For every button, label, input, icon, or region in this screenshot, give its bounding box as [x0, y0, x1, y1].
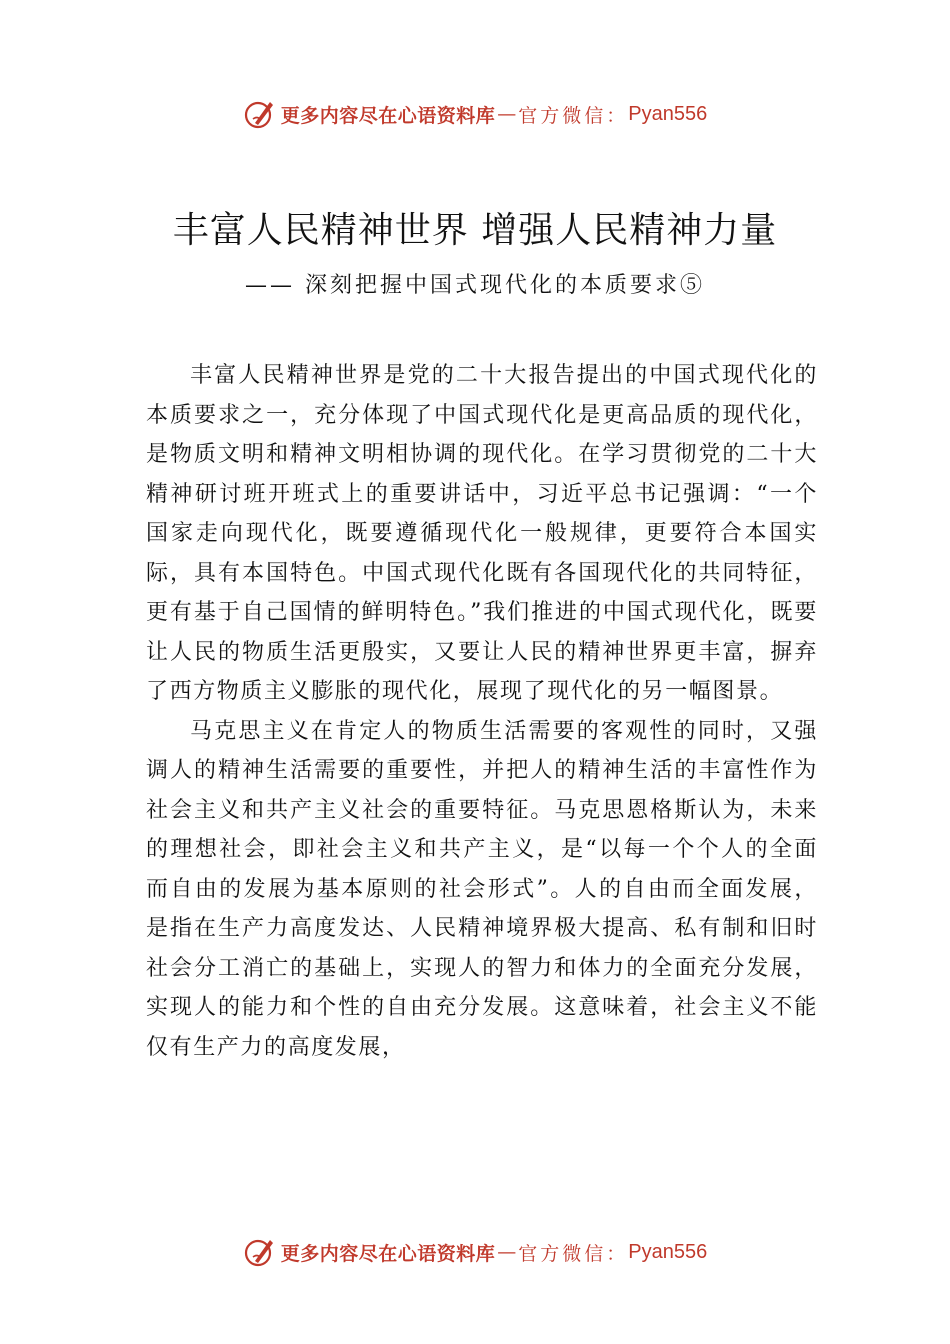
document-subtitle: —— 深刻把握中国式现代化的本质要求⑤ — [245, 273, 705, 298]
banner-wechat-label: 官方微信： — [518, 1242, 629, 1265]
footer-banner — [0, 1232, 950, 1272]
banner-wechat-id: Pyan556 — [628, 102, 708, 125]
paragraph: 马克思主义在肯定人的物质生活需要的客观性的同时，又强调人的精神生活需要的重要性，并把人的精神生活的丰富性作为社会主义和共产主义社会的重要特征。马克思恩格斯认为，未来的理想社会，即社会主义和共产主义，是“以每一个个人的全面而自由的发展为基本原则的社会形式”。人的自由而全面发展，是指在生产力高度发达、人民精神境界极大提高、私有制和旧时社会分工消亡的基础上，实现人的智力和体力的全面充分发展，实现人的能力和个性的自由充分发展。这意味着，社会主义不能仅有生产力的高度发展， — [146, 718, 818, 1060]
banner-wechat-id: Pyan556 — [628, 1240, 708, 1263]
banner-text: 更多内容尽在心语资料库 — [280, 104, 496, 127]
header-banner — [0, 94, 950, 134]
paragraph: 丰富人民精神世界是党的二十大报告提出的中国式现代化的本质要求之一，充分体现了中国式现代化是更高品质的现代化，是物质文明和精神文明相协调的现代化。在学习贯彻党的二十大精神研讨班开班式上的重要讲话中，习近平总书记强调：“一个国家走向现代化，既要遵循现代化一般规律，更要符合本国实际，具有本国特色。中国式现代化既有各国现代化的共同特征，更有基于自己国情的鲜明特色。”我们推进的中国式现代化，既要让人民的物质生活更殷实，又要让人民的精神世界更丰富，摒弃了西方物质主义膨胀的现代化，展现了现代化的另一幅图景。 — [146, 363, 818, 704]
banner-dash: — — [497, 1241, 517, 1263]
quill-pen-icon — [243, 1235, 277, 1269]
banner-wechat-label: 官方微信： — [518, 104, 629, 127]
document-body — [146, 356, 818, 1067]
quill-pen-icon — [243, 97, 277, 131]
banner-text: 更多内容尽在心语资料库 — [280, 1242, 496, 1265]
banner-dash: — — [497, 103, 517, 125]
document-title: 丰富人民精神世界 增强人民精神力量 — [172, 210, 778, 251]
